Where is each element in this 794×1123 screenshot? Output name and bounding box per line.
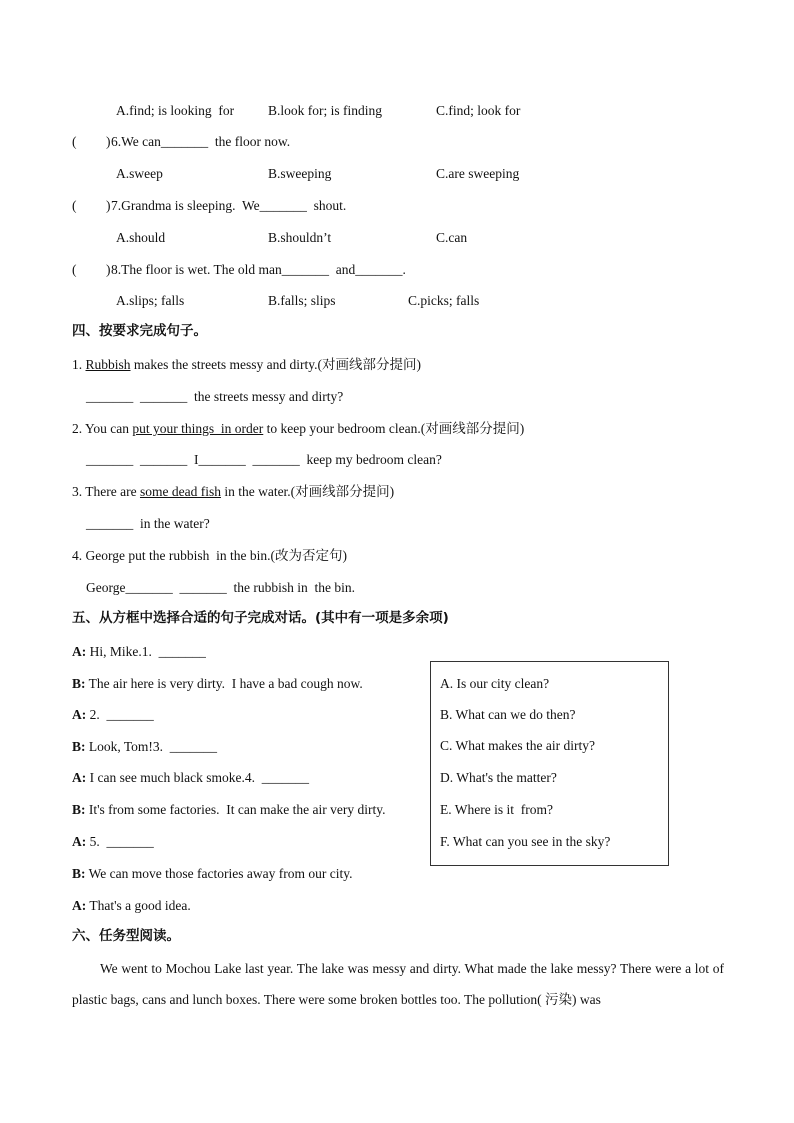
q7-stem: 7.Grandma is sleeping. We_______ shout.: [111, 198, 347, 213]
s4-sentence-1: [72, 356, 421, 374]
section5-title: 五、从方框中选择合适的句子完成对话。(其中有一项是多余项): [72, 610, 449, 626]
s4-s3-post: in the water.(对画线部分提问): [220, 484, 395, 499]
dialog-text: Hi, Mike.1. _______: [86, 644, 206, 659]
s4-s1-underlined: Rubbish: [85, 357, 131, 372]
box-option-c: C. What makes the air dirty?: [440, 738, 595, 753]
q6-paren-open: (: [72, 134, 77, 149]
speaker-label: B:: [72, 739, 86, 754]
box-option-f: F. What can you see in the sky?: [440, 834, 611, 849]
q5-option-c: C.find; look for: [436, 103, 521, 118]
section6-title: 六、任务型阅读。: [72, 928, 180, 944]
q5-option-a: A.find; is looking for: [116, 103, 235, 118]
speaker-label: B:: [72, 866, 86, 881]
box-option-b: B. What can we do then?: [440, 707, 576, 722]
reading-paragraph: We went to Mochou Lake last year. The lake was messy and dirty. What made the lake messy? There were a lot of plastic bags, cans and lunch boxes. There were some broken bottles too. The pollution( 污染) was: [72, 961, 724, 1007]
s4-sentence-2: [72, 420, 524, 438]
s4-s2-underlined: put your things in order: [132, 421, 264, 436]
s4-answer-2: _______ _______ I_______ _______ keep my bedroom clean?: [86, 452, 442, 467]
q7-option-a: A.should: [116, 230, 166, 245]
s4-sentence-3: [72, 483, 394, 501]
dialog-text: 5. _______: [86, 834, 154, 849]
q8-paren-close: ): [106, 262, 111, 277]
s4-s3-pre: 3. There are: [72, 484, 140, 499]
speaker-label: A:: [72, 707, 87, 722]
dialog-line: [72, 706, 154, 724]
dialog-line: [72, 738, 217, 756]
dialog-line: [72, 865, 352, 883]
q7-paren-open: (: [72, 198, 77, 213]
q7-paren-close: ): [106, 198, 111, 213]
dialog-line: [72, 675, 363, 693]
dialog-text: The air here is very dirty. I have a bad cough now.: [85, 676, 363, 691]
dialog-text: It's from some factories. It can make the air very dirty.: [85, 802, 386, 817]
q8-stem: 8.The floor is wet. The old man_______ and_______.: [111, 262, 406, 277]
dialog-line: [72, 833, 154, 851]
s4-s3-underlined: some dead fish: [139, 484, 221, 499]
q8-option-a: A.slips; falls: [116, 293, 185, 308]
dialog-text: 2. _______: [86, 707, 154, 722]
q7-option-c: C.can: [436, 230, 468, 245]
q8-option-c: C.picks; falls: [408, 293, 480, 308]
box-option-a: A. Is our city clean?: [440, 676, 550, 691]
s4-s2-pre: 2. You can: [72, 421, 133, 436]
dialog-line: [72, 769, 309, 787]
q8-paren-open: (: [72, 262, 77, 277]
s4-s1-post: makes the streets messy and dirty.(对画线部分提问): [130, 357, 421, 372]
s4-sentence-4: 4. George put the rubbish in the bin.(改为否定句): [72, 548, 347, 563]
section4-title: 四、按要求完成句子。: [72, 323, 207, 339]
q6-option-b: B.sweeping: [268, 166, 332, 181]
s4-answer-3: _______ in the water?: [86, 516, 210, 531]
dialog-line: [72, 897, 191, 915]
q6-paren-close: ): [106, 134, 111, 149]
dialog-text: I can see much black smoke.4. _______: [86, 770, 309, 785]
q7-option-b: B.shouldn’t: [268, 230, 332, 245]
dialog-line: [72, 643, 206, 661]
dialog-text: Look, Tom!3. _______: [85, 739, 218, 754]
q6-stem: 6.We can_______ the floor now.: [111, 134, 291, 149]
dialog-text: That's a good idea.: [86, 898, 191, 913]
q5-option-b: B.look for; is finding: [268, 103, 382, 118]
s4-s2-post: to keep your bedroom clean.(对画线部分提问): [263, 421, 525, 436]
box-option-d: D. What's the matter?: [440, 770, 557, 785]
dialog-text: We can move those factories away from our city.: [85, 866, 353, 881]
s4-answer-1: _______ _______ the streets messy and dirty?: [86, 389, 344, 404]
speaker-label: A:: [72, 644, 87, 659]
s4-s1-pre: 1.: [72, 357, 86, 372]
s4-answer-4: George_______ _______ the rubbish in the bin.: [86, 580, 355, 595]
q6-option-a: A.sweep: [116, 166, 163, 181]
q8-option-b: B.falls; slips: [268, 293, 336, 308]
speaker-label: A:: [72, 898, 87, 913]
box-option-e: E. Where is it from?: [440, 802, 553, 817]
q6-option-c: C.are sweeping: [436, 166, 520, 181]
speaker-label: B:: [72, 676, 86, 691]
speaker-label: B:: [72, 802, 86, 817]
dialog-line: [72, 801, 385, 819]
speaker-label: A:: [72, 834, 87, 849]
speaker-label: A:: [72, 770, 87, 785]
